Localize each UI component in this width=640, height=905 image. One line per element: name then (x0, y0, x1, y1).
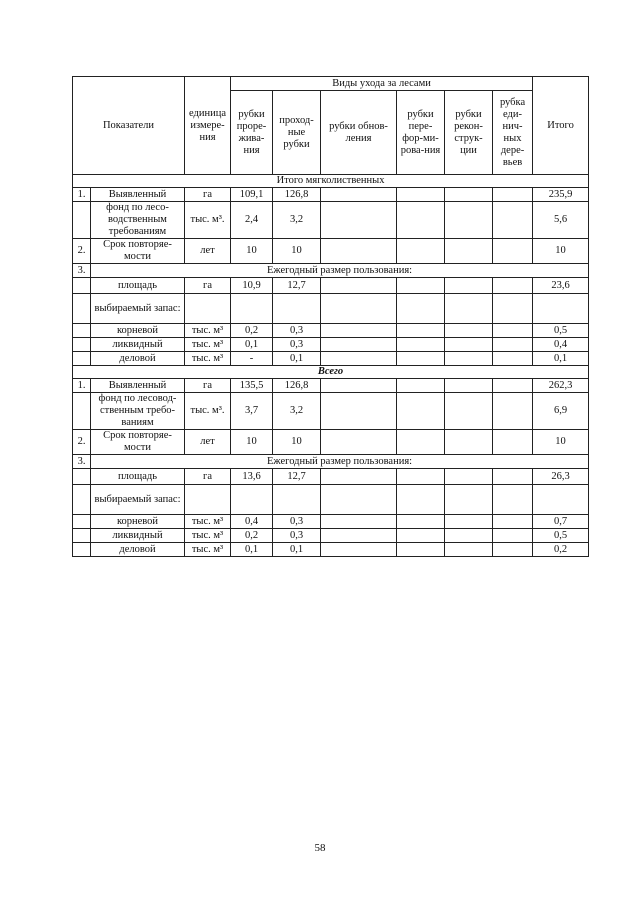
row-label: деловой (91, 543, 185, 557)
value-cell (493, 239, 533, 264)
header-type: проход-ные рубки (273, 91, 321, 175)
value-cell: 0,1 (231, 543, 273, 557)
value-cell (445, 188, 493, 202)
value-cell (397, 515, 445, 529)
value-cell (321, 352, 397, 366)
total-cell: 0,2 (533, 543, 589, 557)
value-cell: 3,2 (273, 202, 321, 239)
table-row (73, 515, 589, 529)
row-number (73, 338, 91, 352)
value-cell (493, 278, 533, 294)
row-unit: тыс. м³. (185, 202, 231, 239)
total-cell: 0,4 (533, 338, 589, 352)
value-cell (321, 338, 397, 352)
row-label: Ежегодный размер пользования: (91, 455, 589, 469)
value-cell (445, 469, 493, 485)
value-cell (397, 529, 445, 543)
table-row (73, 430, 589, 455)
value-cell (321, 324, 397, 338)
row-number (73, 294, 91, 324)
value-cell: 135,5 (231, 379, 273, 393)
row-label: корневой (91, 515, 185, 529)
value-cell (493, 338, 533, 352)
row-number (73, 278, 91, 294)
row-unit: га (185, 379, 231, 393)
value-cell: 0,1 (231, 338, 273, 352)
value-cell (445, 515, 493, 529)
table-row (73, 379, 589, 393)
value-cell: 0,1 (273, 543, 321, 557)
table-row (73, 543, 589, 557)
table-row (73, 294, 589, 324)
row-number: 3. (73, 264, 91, 278)
value-cell (445, 352, 493, 366)
section-title: Итого мягколиственных (73, 175, 589, 188)
total-cell: 262,3 (533, 379, 589, 393)
row-label: фонд по лесо-водственным требованиям (91, 202, 185, 239)
total-cell: 26,3 (533, 469, 589, 485)
header-type: рубки обнов-ления (321, 91, 397, 175)
value-cell: 126,8 (273, 379, 321, 393)
row-number: 1. (73, 379, 91, 393)
value-cell (397, 278, 445, 294)
table-row (73, 239, 589, 264)
value-cell (231, 485, 273, 515)
value-cell (397, 543, 445, 557)
value-cell (445, 278, 493, 294)
value-cell (445, 430, 493, 455)
row-unit: лет (185, 430, 231, 455)
value-cell: 0,3 (273, 529, 321, 543)
value-cell (493, 430, 533, 455)
row-unit: тыс. м³ (185, 352, 231, 366)
row-label: площадь (91, 278, 185, 294)
total-cell (533, 485, 589, 515)
value-cell (445, 379, 493, 393)
table-row (73, 352, 589, 366)
total-cell: 0,1 (533, 352, 589, 366)
row-unit: лет (185, 239, 231, 264)
value-cell: 10,9 (231, 278, 273, 294)
value-cell (321, 430, 397, 455)
table-row (73, 324, 589, 338)
row-unit: тыс. м³ (185, 338, 231, 352)
value-cell (493, 202, 533, 239)
value-cell: 0,3 (273, 338, 321, 352)
row-number (73, 202, 91, 239)
value-cell: 3,2 (273, 393, 321, 430)
header-type: рубки рекон-струк-ции (445, 91, 493, 175)
row-number (73, 393, 91, 430)
row-number: 2. (73, 239, 91, 264)
value-cell: 0,1 (273, 352, 321, 366)
row-unit: тыс. м³. (185, 393, 231, 430)
value-cell: 0,4 (231, 515, 273, 529)
value-cell: 2,4 (231, 202, 273, 239)
row-label: корневой (91, 324, 185, 338)
total-cell: 10 (533, 430, 589, 455)
header-unit: единица измере-ния (185, 77, 231, 175)
row-unit (185, 485, 231, 515)
total-cell: 0,5 (533, 529, 589, 543)
row-label: Выявленный (91, 188, 185, 202)
row-unit: га (185, 188, 231, 202)
row-label: Срок повторяе-мости (91, 430, 185, 455)
row-label: Выявленный (91, 379, 185, 393)
row-number: 3. (73, 455, 91, 469)
row-unit: тыс. м³ (185, 543, 231, 557)
value-cell (493, 379, 533, 393)
value-cell (321, 485, 397, 515)
value-cell (445, 202, 493, 239)
header-total: Итого (533, 77, 589, 175)
table-row (73, 469, 589, 485)
header-type: рубки проре-жива-ния (231, 91, 273, 175)
value-cell (397, 430, 445, 455)
row-number (73, 515, 91, 529)
row-label: ликвидный (91, 529, 185, 543)
value-cell (445, 324, 493, 338)
row-unit (185, 294, 231, 324)
value-cell (397, 324, 445, 338)
value-cell (273, 294, 321, 324)
value-cell (445, 485, 493, 515)
row-number (73, 352, 91, 366)
table-row (73, 393, 589, 430)
header-type: рубки пере-фор-ми-рова-ния (397, 91, 445, 175)
value-cell (493, 515, 533, 529)
value-cell (493, 393, 533, 430)
value-cell (397, 485, 445, 515)
header-group: Виды ухода за лесами (231, 77, 533, 91)
value-cell: 10 (273, 239, 321, 264)
value-cell: 10 (231, 239, 273, 264)
value-cell (493, 485, 533, 515)
value-cell (397, 469, 445, 485)
row-label: Ежегодный размер пользования: (91, 264, 589, 278)
value-cell (397, 202, 445, 239)
value-cell (397, 338, 445, 352)
row-unit: тыс. м³ (185, 529, 231, 543)
table-row (73, 529, 589, 543)
row-number (73, 485, 91, 515)
value-cell: 12,7 (273, 278, 321, 294)
value-cell: 12,7 (273, 469, 321, 485)
value-cell (397, 188, 445, 202)
value-cell (397, 294, 445, 324)
table-row (73, 264, 589, 278)
header-indicators: Показатели (73, 77, 185, 175)
value-cell (397, 352, 445, 366)
row-label: Срок повторяе-мости (91, 239, 185, 264)
value-cell (273, 485, 321, 515)
value-cell (493, 188, 533, 202)
value-cell (445, 393, 493, 430)
value-cell: - (231, 352, 273, 366)
value-cell (321, 202, 397, 239)
value-cell (321, 188, 397, 202)
value-cell (321, 529, 397, 543)
total-cell: 6,9 (533, 393, 589, 430)
value-cell (493, 469, 533, 485)
value-cell (321, 278, 397, 294)
value-cell: 0,2 (231, 324, 273, 338)
value-cell: 3,7 (231, 393, 273, 430)
row-number (73, 324, 91, 338)
table-row (73, 338, 589, 352)
total-cell: 0,5 (533, 324, 589, 338)
value-cell (397, 239, 445, 264)
section-title: Всего (73, 366, 589, 379)
total-cell: 10 (533, 239, 589, 264)
table-row (73, 485, 589, 515)
value-cell: 0,2 (231, 529, 273, 543)
value-cell (445, 543, 493, 557)
row-number (73, 469, 91, 485)
page-number: 58 (314, 842, 326, 854)
value-cell (321, 515, 397, 529)
row-unit: га (185, 469, 231, 485)
value-cell (445, 529, 493, 543)
row-number (73, 529, 91, 543)
value-cell (445, 338, 493, 352)
value-cell (397, 379, 445, 393)
table-row (73, 202, 589, 239)
value-cell (493, 294, 533, 324)
table-row (73, 188, 589, 202)
row-unit: тыс. м³ (185, 324, 231, 338)
value-cell: 13,6 (231, 469, 273, 485)
value-cell (493, 324, 533, 338)
value-cell (321, 393, 397, 430)
total-cell: 5,6 (533, 202, 589, 239)
row-unit: га (185, 278, 231, 294)
total-cell (533, 294, 589, 324)
row-number: 1. (73, 188, 91, 202)
row-label: ликвидный (91, 338, 185, 352)
value-cell: 0,3 (273, 324, 321, 338)
row-label: фонд по лесовод-ственным требо-ваниям (91, 393, 185, 430)
row-unit: тыс. м³ (185, 515, 231, 529)
value-cell (321, 294, 397, 324)
value-cell (321, 379, 397, 393)
value-cell: 109,1 (231, 188, 273, 202)
row-label: выбираемый запас: (91, 485, 185, 515)
value-cell: 0,3 (273, 515, 321, 529)
value-cell: 126,8 (273, 188, 321, 202)
value-cell (321, 239, 397, 264)
value-cell (493, 529, 533, 543)
header-type: рубка еди-нич-ных дере-вьев (493, 91, 533, 175)
value-cell (321, 469, 397, 485)
total-cell: 235,9 (533, 188, 589, 202)
value-cell (321, 543, 397, 557)
row-number (73, 543, 91, 557)
value-cell (493, 352, 533, 366)
table-row (73, 278, 589, 294)
value-cell (231, 294, 273, 324)
value-cell (445, 294, 493, 324)
table-row (73, 455, 589, 469)
row-label: выбираемый запас: (91, 294, 185, 324)
value-cell (445, 239, 493, 264)
row-number: 2. (73, 430, 91, 455)
row-label: деловой (91, 352, 185, 366)
forest-care-table (72, 76, 589, 557)
table-body (73, 77, 589, 557)
total-cell: 23,6 (533, 278, 589, 294)
value-cell: 10 (231, 430, 273, 455)
total-cell: 0,7 (533, 515, 589, 529)
row-label: площадь (91, 469, 185, 485)
value-cell (397, 393, 445, 430)
value-cell: 10 (273, 430, 321, 455)
value-cell (493, 543, 533, 557)
